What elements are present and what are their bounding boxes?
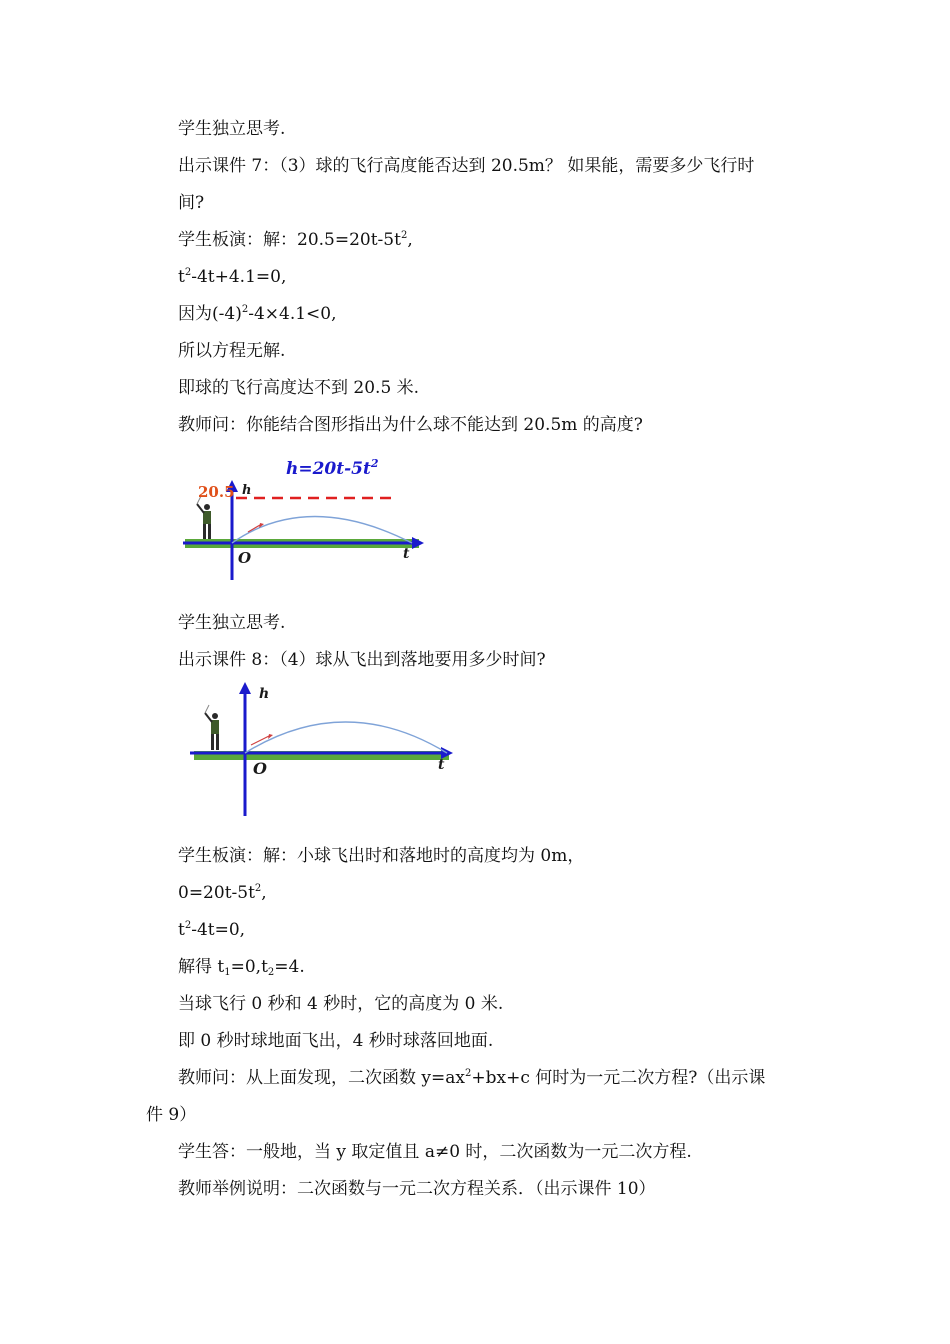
golfer-icon — [197, 496, 211, 539]
paragraph: 出示课件 8：（4）球从飞出到落地要用多少时间? — [178, 650, 546, 670]
equation-line: $t^2-4t+4.1=0$, — [178, 267, 287, 287]
paragraph: 学生板演：解：$20.5=20t-5t^2$, — [178, 230, 413, 250]
paragraph: 出示课件 7：（3）球的飞行高度能否达到 20.5m？ 如果能，需要多少飞行时 — [178, 156, 755, 176]
paragraph: 教师举例说明：二次函数与一元二次方程关系．（出示课件 10） — [178, 1179, 656, 1199]
ball-trajectory-curve — [245, 722, 447, 753]
t-axis-label: t — [438, 757, 445, 773]
t-axis-label: t — [403, 546, 410, 562]
equation-line: $t^2-4t=0$, — [178, 920, 246, 940]
h-axis-label: h — [242, 483, 252, 498]
paragraph: 教师问：从上面发现，二次函数 $y=ax^2+bx+c$ 何时为一元二次方程?（出示课 — [178, 1068, 766, 1088]
equation-line: $0=20t-5t^2$, — [178, 883, 267, 903]
paragraph: 当球飞行 0 秒和 4 秒时，它的高度为 0 米. — [178, 994, 504, 1014]
h-axis-label: h — [259, 686, 270, 702]
golfer-icon — [205, 705, 219, 750]
trajectory-figure-1 — [180, 450, 430, 585]
paragraph: 学生独立思考. — [178, 119, 286, 139]
level-label: 20.5 — [198, 483, 235, 501]
origin-label: O — [238, 549, 252, 567]
trajectory-figure-2 — [185, 680, 460, 820]
paragraph: 即 0 秒时球地面飞出，4 秒时球落回地面. — [178, 1031, 494, 1051]
origin-label: O — [253, 759, 267, 778]
paragraph: 学生答：一般地，当 y 取定值且 a≠0 时，二次函数为一元二次方程. — [178, 1142, 692, 1162]
paragraph: 即球的飞行高度达不到 20.5 米. — [178, 378, 420, 398]
function-formula: $h=20t-5t^2$ — [286, 457, 379, 479]
paragraph: 学生独立思考. — [178, 613, 286, 633]
paragraph: 间? — [178, 193, 205, 213]
paragraph: 所以方程无解. — [178, 341, 286, 361]
h-axis-arrow — [239, 682, 251, 694]
paragraph: 学生板演：解：小球飞出时和落地时的高度均为 0m， — [178, 846, 585, 866]
paragraph: 件 9） — [146, 1105, 197, 1125]
paragraph: 教师问：你能结合图形指出为什么球不能达到 20.5m 的高度? — [178, 415, 643, 435]
equation-line: 解得 $t_1=0,t_2=4$. — [178, 957, 305, 978]
equation-line: 因为$(-4)^2-4\times 4.1<0$, — [178, 304, 337, 324]
